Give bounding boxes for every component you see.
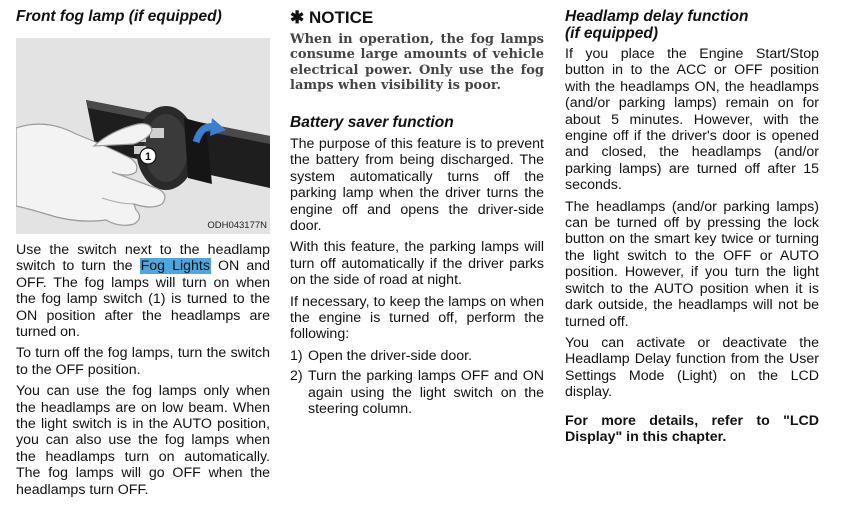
notice-text: When in operation, the fog lamps consume large amounts of vehicle electrical power. Only use the fog lamps when visibility is poor. — [290, 32, 544, 94]
fog-lamp-body — [16, 242, 270, 503]
fog-lamp-paragraph-2: To turn off the fog lamps, turn the switch to the OFF position. — [16, 345, 270, 378]
headlamp-delay-paragraph-3: You can activate or deactivate the Headlamp Delay function from the User Settings Mode (Light) on the LCD display. — [565, 334, 819, 401]
callout-label: 1 — [144, 151, 152, 163]
step-item: 2) Turn the parking lamps OFF and ON again using the light switch on the steering column. — [290, 368, 544, 418]
heading-headlamp-delay: Headlamp delay function (if equipped) — [565, 8, 749, 42]
fog-lamp-paragraph-3: You can use the fog lamps only when the headlamps are on low beam. When the light switch is in the AUTO position, you can also use the fog lamps when the headlamps turn on automatically. The fog lamps will go OFF when the headlamps turn OFF. — [16, 383, 270, 498]
fog-lamp-switch-figure — [16, 38, 270, 234]
battery-saver-paragraph-2: With this feature, the parking lamps will turn off automatically if the driver parks on the side of road at night. — [290, 239, 544, 289]
battery-saver-paragraph-1: The purpose of this feature is to prevent the battery from being discharged. The system automatically turns off the parking lamp when the driver turns the engine off and opens the driver-side door. — [290, 136, 544, 235]
fog-lamp-paragraph-1: Use the switch next to the headlamp switch to turn the Fog Lights ON and OFF. The fog lamps will turn on when the fog lamp switch (1) is turned to the ON position after the headlamps are turned on. — [16, 242, 271, 341]
battery-saver-paragraph-3: If necessary, to keep the lamps on when the engine is turned off, perform the following: — [290, 293, 544, 343]
headlamp-delay-reference: For more details, refer to "LCD Display" in this chapter. — [565, 412, 819, 445]
figure-code: ODH043177N — [207, 220, 267, 231]
highlighted-text[interactable]: Fog Lights — [140, 258, 210, 275]
headlamp-delay-body — [565, 46, 819, 450]
heading-battery-saver: Battery saver function — [290, 114, 454, 131]
stalk-and-hand-illustration — [16, 38, 270, 234]
battery-saver-body — [290, 136, 544, 422]
battery-saver-steps — [290, 348, 544, 418]
headlamp-delay-paragraph-2: The headlamps (and/or parking lamps) can be turned off by pressing the lock button on the smart key twice or turning the light switch to the OFF or AUTO position. However, if you turn the light switch to the AUTO position when it is dark outside, the headlamps will not be turned off. — [565, 198, 819, 330]
step-item: 1) Open the driver-side door. — [290, 347, 473, 364]
heading-front-fog-lamp: Front fog lamp (if equipped) — [16, 8, 222, 25]
headlamp-delay-paragraph-1: If you place the Engine Start/Stop button in to the ACC or OFF position with the headlamps ON, the headlamps (and/or parking lamps) remain on for about 5 minutes. However, with the engine off if the driver's door is opened and closed, the headlamps (and/or parking lamps) are turned off after 15 seconds. — [565, 46, 819, 194]
notice-title: ✱ NOTICE — [290, 8, 374, 27]
asterisk-icon: ✱ — [290, 8, 305, 27]
